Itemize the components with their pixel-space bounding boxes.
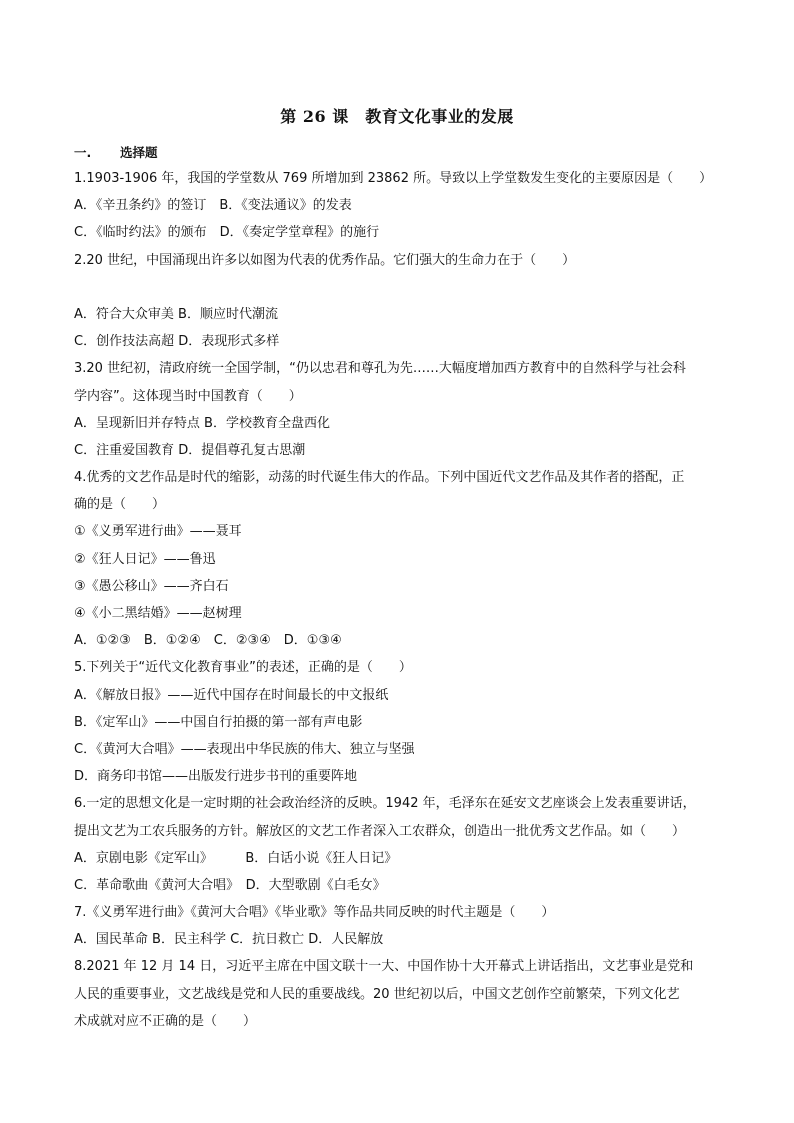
text-line: C．《黄河大合唱》——表现出中华民族的伟大、独立与坚强: [74, 741, 415, 757]
text-line: A．①②③ B．①②④ C．②③④ D．①③④: [74, 633, 342, 649]
section-label: 选择题: [120, 145, 158, 160]
text-line: A．京剧电影《定军山》 B．白话小说《狂人日记》: [74, 850, 398, 866]
text-line: B．《定军山》——中国自行拍摄的第一部有声电影: [74, 714, 363, 730]
text-line: 人民的重要事业，文艺战线是党和人民的重要战线。20 世纪初以后，中国文艺创作空前繁荣，下列文化艺: [74, 986, 680, 1002]
text-line: 8.2021 年 12 月 14 日，习近平主席在中国文联十一大、中国作协十大开幕式上讲话指出，文艺事业是党和: [74, 959, 694, 975]
text-line: C．革命歌曲《黄河大合唱》 D．大型歌剧《白毛女》: [74, 877, 386, 893]
text-line: A．符合大众审美 B．顺应时代潮流: [74, 306, 278, 322]
text-line: 术成就对应不正确的是（ ）: [74, 1013, 257, 1029]
text-line: A．国民革命 B．民主科学 C．抗日救亡 D．人民解放: [74, 932, 384, 948]
text-line: 2.20 世纪，中国涌现出许多以如图为代表的优秀作品。它们强大的生命力在于（ ）: [74, 252, 576, 268]
text-line: C．注重爱国教育 D．提倡尊孔复古思潮: [74, 442, 306, 458]
text-line: ④《小二黑结婚》——赵树理: [74, 606, 242, 621]
question-list: [74, 165, 724, 1035]
text-line: D．商务印书馆——出版发行进步书刊的重要阵地: [74, 769, 358, 785]
text-line: 6.一定的思想文化是一定时期的社会政治经济的反映。1942 年，毛泽东在延安文艺座谈会上发表重要讲话，: [74, 796, 696, 812]
section-number: 一.: [74, 145, 92, 160]
text-line: C．《临时约法》的颁布 D．《奏定学堂章程》的施行: [74, 225, 380, 241]
text-line: A．《辛丑条约》的签订 B．《变法通议》的发表: [74, 198, 352, 214]
image-placeholder-line: [74, 274, 724, 301]
text-line: 3.20 世纪初，清政府统一全国学制，“仍以忠君和尊孔为先……大幅度增加西方教育中的自然科学与社会科: [74, 361, 686, 377]
section-heading: [74, 143, 158, 161]
text-line: 提出文艺为工农兵服务的方针。解放区的文艺工作者深入工农群众，创造出一批优秀文艺作品。如（ ）: [74, 823, 686, 839]
text-line: ②《狂人日记》——鲁迅: [74, 551, 216, 567]
text-line: C．创作技法高超 D．表现形式多样: [74, 334, 280, 350]
text-line: A．呈现新旧并存特点 B．学校教育全盘西化: [74, 415, 330, 431]
text-line: 4.优秀的文艺作品是时代的缩影，动荡的时代诞生伟大的作品。下列中国近代文艺作品及其作者的搭配，正: [74, 470, 685, 486]
text-line: ③《愚公移山》——齐白石: [74, 578, 229, 594]
text-line: 5.下列关于“近代文化教育事业”的表述，正确的是（ ）: [74, 660, 412, 676]
text-line: 确的是（ ）: [74, 497, 166, 513]
text-line: 学内容”。这体现当时中国教育（ ）: [74, 388, 302, 404]
text-line: 1.1903-1906 年，我国的学堂数从 769 所增加到 23862 所。导致以上学堂数发生变化的主要原因是（ ）: [74, 171, 713, 186]
text-line: ①《义勇军进行曲》——聂耳: [74, 524, 242, 540]
text-line: 7.《义勇军进行曲》《黄河大合唱》《毕业歌》等作品共同反映的时代主题是（ ）: [74, 905, 555, 921]
page-title: 第 26 课 教育文化事业的发展: [280, 107, 514, 126]
text-line: A．《解放日报》——近代中国存在时间最长的中文报纸: [74, 687, 389, 703]
